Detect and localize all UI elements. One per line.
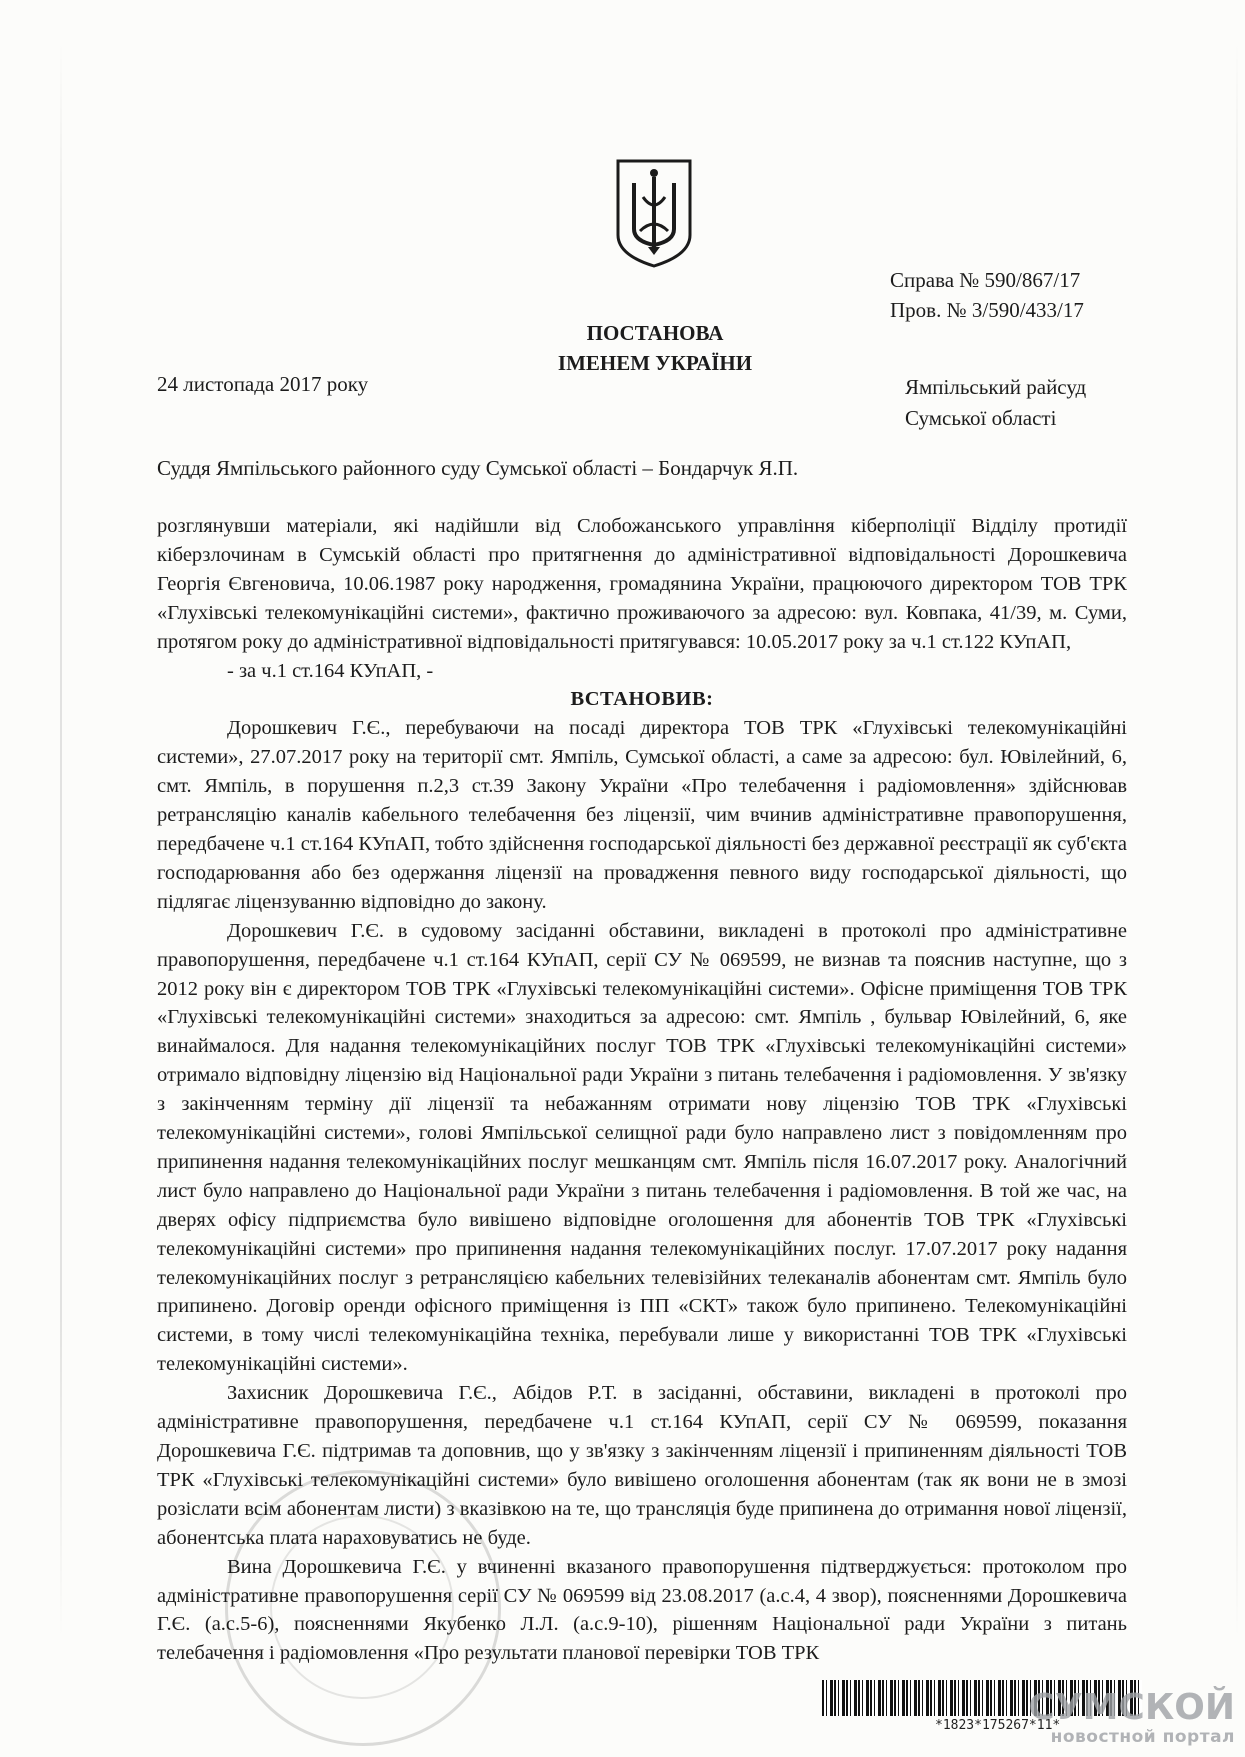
paragraph-offence: Дорошкевич Г.Є., перебуваючи на посаді директора ТОВ ТРК «Глухівські телекомунікаційні системи», 27.07.2017 року на території смт. Ямпіль, Сумської області, а саме за адресою: бул. Ювілейний, 6, смт. Ямпіль, в порушення п.2,3 ст.39 Закону України «Про телебачення і радіомовлення» здійснював ретрансляцію каналів кабельного телебачення без ліцензії, чим вчинив адміністративне правопорушення, передбачене ч.1 ст.164 КУпАП, тобто здійснення господарської діяльності без державної реєстрації як суб'єкта господарювання або без одержання ліцензії на провадження певного виду господарської діяльності, що підлягає ліцензуванню відповідно до закону. [157, 717, 1127, 913]
court-name [905, 372, 1086, 434]
document-date: 24 листопада 2017 року [157, 372, 369, 396]
paragraph-defense-counsel: Захисник Дорошкевича Г.Є., Абідов Р.Т. в засіданні, обставини, викладені в протоколі про адміністративне правопорушення, передбачене ч.1 ст.164 КУпАП, серії СУ № 069599, показання Дорошкевича Г.Є. підтримав та доповнив, що у зв'язку з закінченням ліцензії і припиненням діяльності ТОВ ТРК «Глухівські телекомунікаційні системи» було вивішено оголошення абонентам (так як вони не в змозі розіслати всім абонентам листи) з вказівкою на те, що трансляція буде припинена до отримання нової ліцензії, абонентська плата нараховуватись не буде. [157, 1382, 1127, 1549]
proceeding-number: Пров. № 3/590/433/17 [890, 298, 1084, 322]
paragraph-defendant-explanation: Дорошкевич Г.Є. в судовому засіданні обставини, викладені в протоколі про адміністративне правопорушення, передбачене ч.1 ст.164 КУпАП, серії СУ № 069599, не визнав та пояснив наступне, що з 2012 року він є директором ТОВ ТРК «Глухівські телекомунікаційні системи». Офісне приміщення ТОВ ТРК «Глухівські телекомунікаційні системи» знаходиться за адресою: смт. Ямпіль , бульвар Ювілейний, 6, яке винаймалося. Для надання телекомунікаційних послуг ТОВ ТРК «Глухівські телекомунікаційні системи» отримало відповідну ліцензію від Національної ради України з питань телебачення і радіомовлення. У зв'язку з закінченням терміну дії ліцензії та небажанням отримати нову ліцензію ТОВ ТРК «Глухівські телекомунікаційні системи», голові Ямпільської селищної ради було направлено лист з повідомленням про припинення надання телекомунікаційних послуг мешканцям смт. Ямпіль після 16.07.2017 року. Аналогічний лист було направлено до Національної ради України з питань телебачення і радіомовлення. В той же час, на дверях офісу підприємства було вивішено відповідне оголошення для абонентів ТОВ ТРК «Глухівські телекомунікаційні системи» про припинення надання телекомунікаційних послуг. 17.07.2017 року надання телекомунікаційних послуг з ретрансляцією кабельних телевізійних телеканалів абонентам смт. Ямпіль було припинено. Договір оренди офісного приміщення із ПП «СКТ» також було припинено. Телекомунікаційні системи, в тому числі телекомунікаційна техніка, перебували лише у використанні ТОВ ТРК «Глухівські телекомунікаційні системи». [157, 919, 1127, 1376]
scan-edge-left [60, 40, 62, 1640]
case-number: Справа № 590/867/17 [890, 268, 1081, 292]
document-title-block [545, 318, 765, 378]
court-name-line2: Сумської області [905, 406, 1057, 430]
paragraph-intro: розглянувши матеріали, які надійшли від Слобожанського управління кіберполіції Відділу протидії кіберзлочинам в Сумській області про притягнення до адміністративної відповідальності Дорошкевича Георгія Євгеновича, 10.06.1987 року народження, громадянина України, працюючого директором ТОВ ТРК «Глухівські телекомунікаційні системи», фактично проживаючого за адресою: вул. Ковпака, 41/39, м. Суми, протягом року до адміністративної відповідальності притягувався: 10.05.2017 року за ч.1 ст.122 КУпАП, [157, 515, 1127, 653]
judge-line: Суддя Ямпільського районного суду Сумської області – Бондарчук Я.П. [157, 456, 799, 480]
court-stamp-inner-ring [270, 1515, 454, 1699]
document-subtitle: ІМЕНЕМ УКРАЇНИ [557, 351, 753, 375]
watermark-logo [995, 1687, 1235, 1748]
court-name-line1: Ямпільський райсуд [905, 375, 1087, 399]
document-title: ПОСТАНОВА [586, 321, 724, 345]
watermark-title: СУМСКОЙ [1028, 1687, 1235, 1728]
case-reference [890, 265, 1084, 325]
paragraph-evidence: Вина Дорошкевича Г.Є. у вчиненні вказаного правопорушення підтверджується: протоколом про адміністративне правопорушення серії СУ № 069599 від 23.08.2017 (а.с.4, 4 звор), поясненнями Дорошкевича Г.Є. (а.с.5-6), поясненнями Якубенко Л.Л. (а.с.9-10), рішенням Національної ради України з питань телебачення і радіомовлення «Про результати планової перевірки ТОВ ТРК [157, 1555, 1127, 1665]
scan-edge-right [1236, 40, 1238, 1640]
coat-of-arms-of-ukraine-icon [610, 155, 698, 270]
barcode-text: *1823*175267*11* [935, 1718, 1061, 1733]
watermark-subtitle: новостной портал [1050, 1727, 1235, 1747]
paragraph-article: - за ч.1 ст.164 КУпАП, - [227, 659, 434, 682]
section-heading-established: ВСТАНОВИВ: [570, 688, 714, 711]
